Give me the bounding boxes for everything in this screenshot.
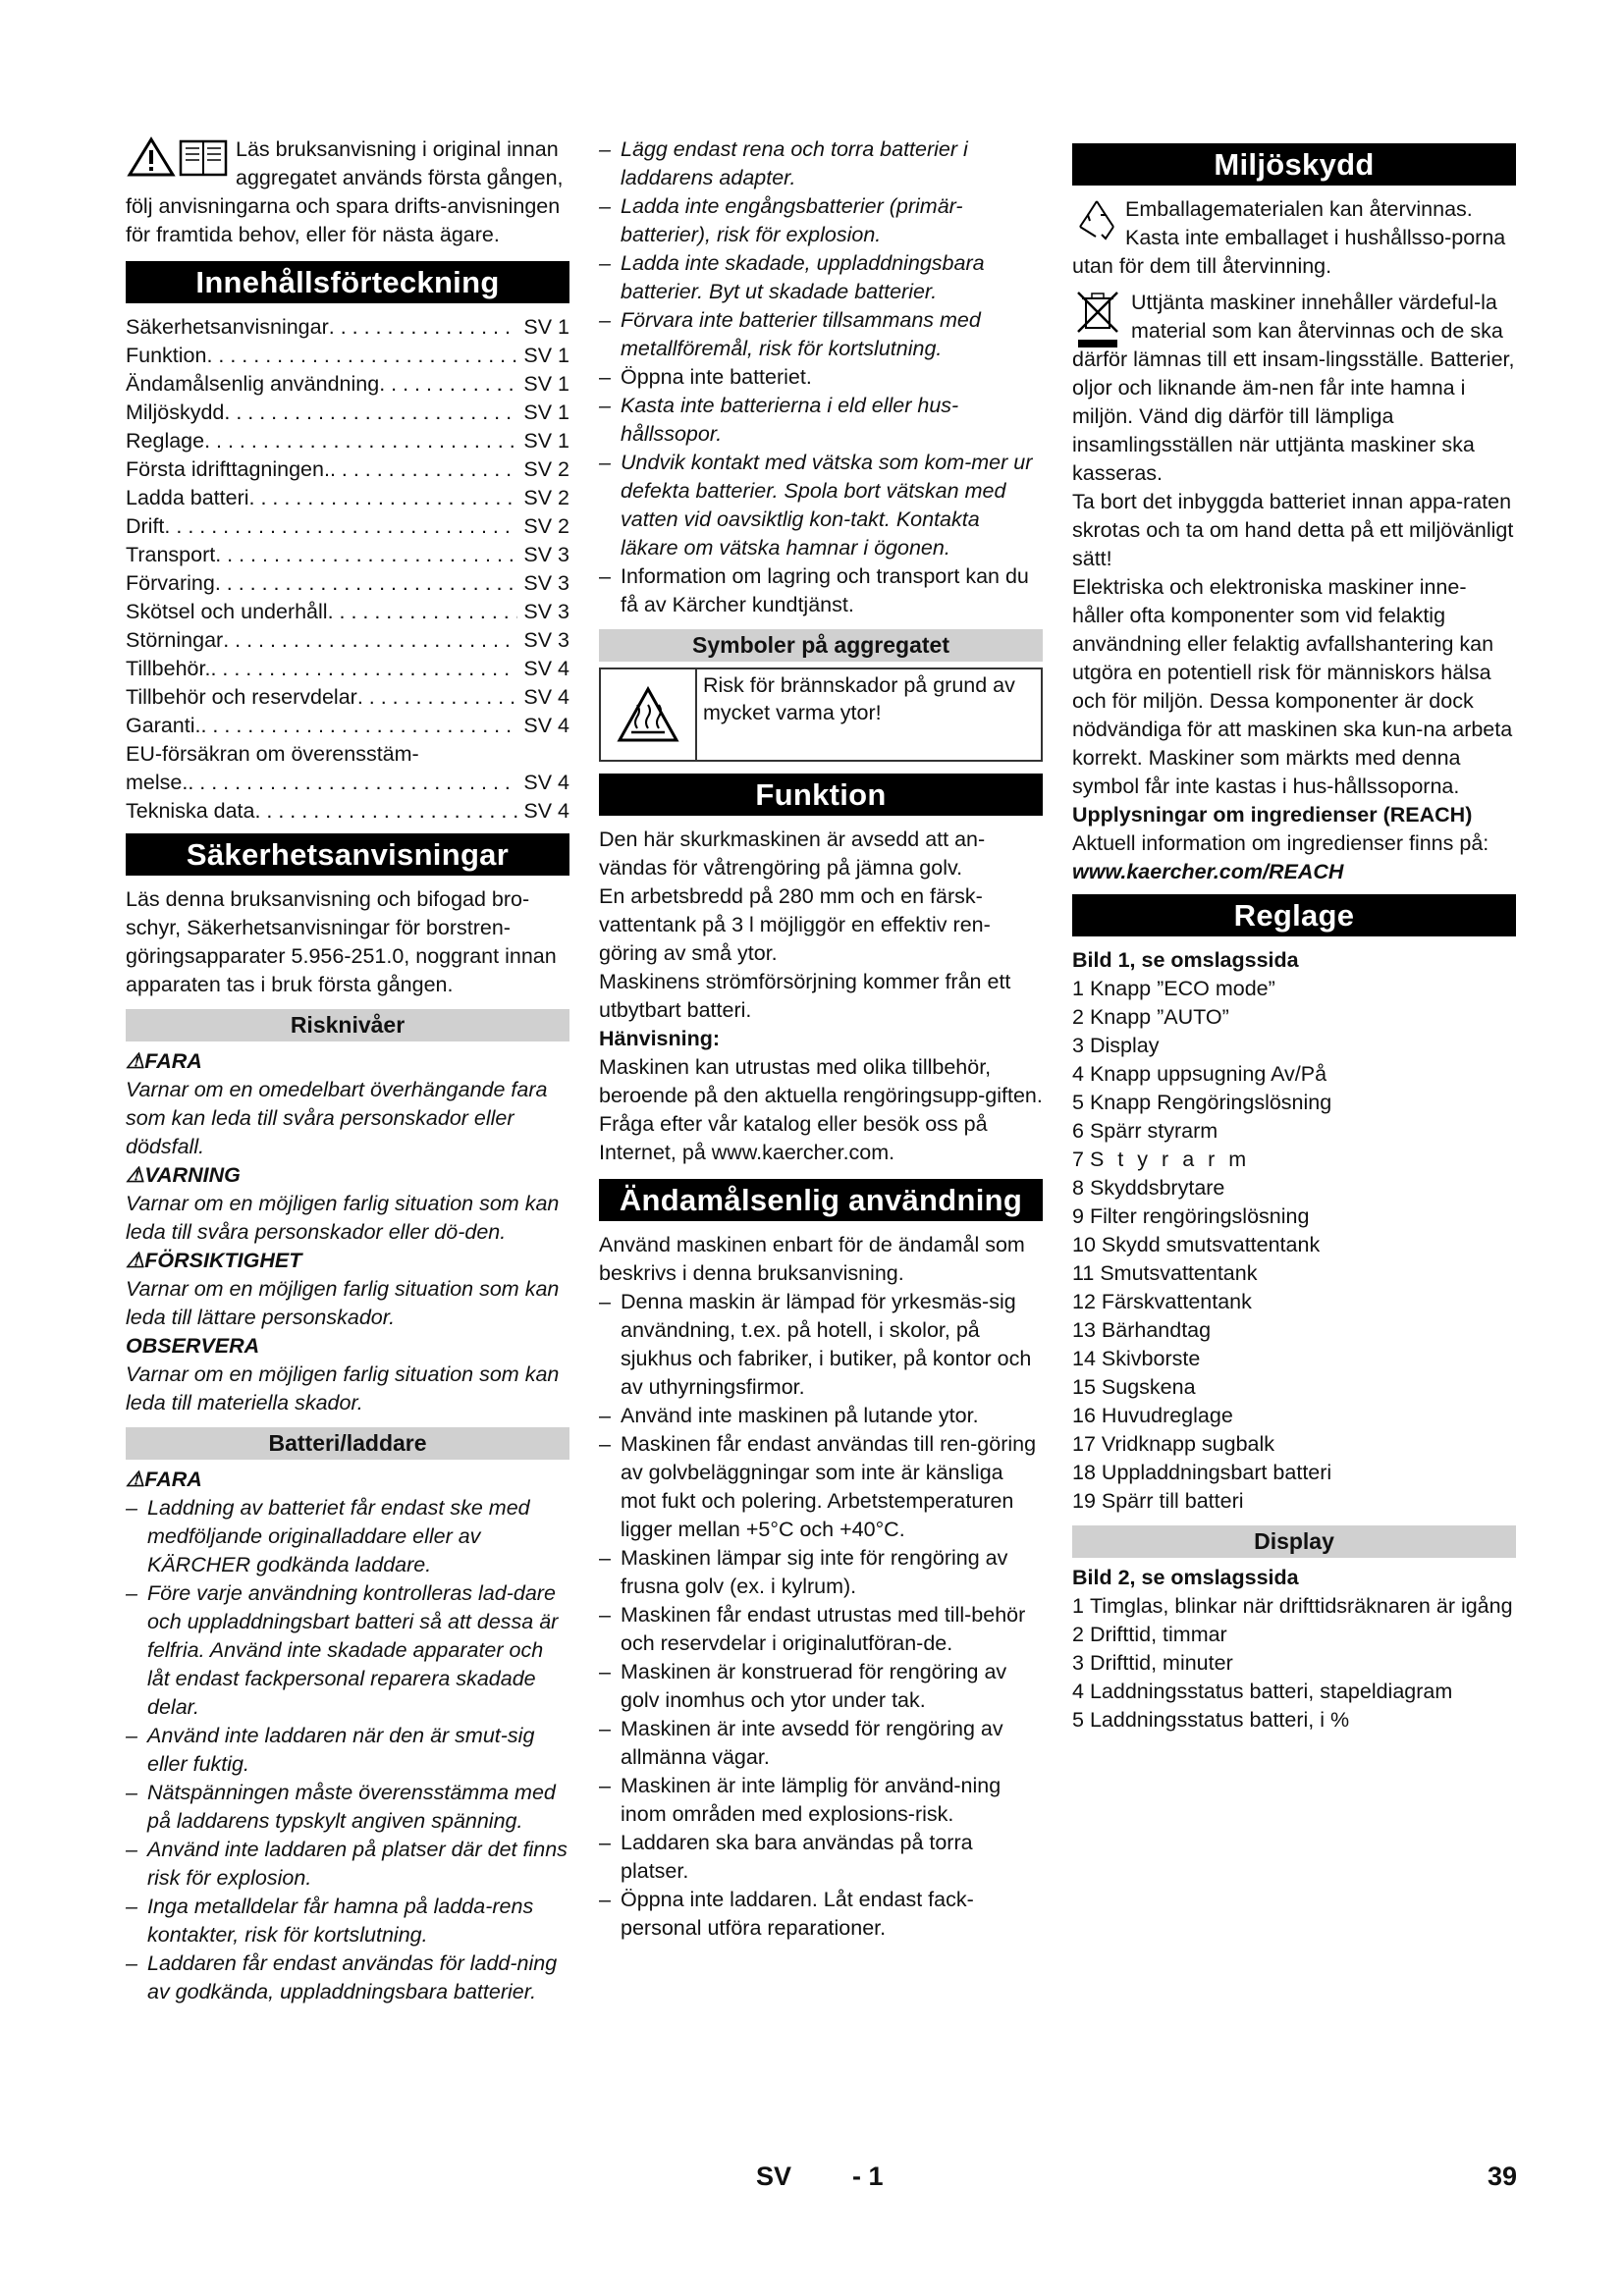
list-item: – Undvik kontakt med vätska som kom-mer ur defekta batterier. Spola bort vätskan med vatten vid oavsiktlig kon-takt. Kontakta läkare om vätska hamnar i ögonen.: [599, 449, 1043, 562]
weee-text: Uttjänta maskiner innehåller värdeful-la material som kan återvinnas och de ska därför lämnas till ett insam-lingsställe. Batterier, oljor och liknande äm-nen får inte hamna i miljön. Vänd dig därför till lämpliga insamlingsställen när uttjänta maskiner ska kasseras.: [1072, 291, 1515, 485]
toc-dot-leader: [204, 427, 517, 455]
function-text: [599, 826, 1043, 1025]
footer-lang: SV: [756, 2162, 792, 2191]
item-number: 1: [1072, 1594, 1084, 1618]
list-item: – Använd inte maskinen på lutande ytor.: [599, 1402, 1043, 1430]
numbered-item: [1072, 1288, 1516, 1316]
battery-heading: Batteri/laddare: [126, 1427, 569, 1460]
toc-dot-leader: [223, 626, 517, 655]
item-text: Filter rengöringslösning: [1089, 1204, 1310, 1228]
item-text: Skyddsbrytare: [1089, 1176, 1225, 1200]
list-item: – Nätspänningen måste överensstämma med på laddarens typskylt angiven spänning.: [126, 1779, 569, 1836]
column-1: [126, 135, 569, 2006]
display-heading: Display: [1072, 1525, 1516, 1558]
item-number: 5: [1072, 1091, 1084, 1114]
paragraph: Maskinen kan utrustas med olika tillbehör, beroende på den aktuella rengöringsupp-giften.: [599, 1055, 1043, 1107]
controls-figure-ref: Bild 1, se omslagssida: [1072, 948, 1299, 972]
intro-block: [126, 135, 569, 249]
item-number: 2: [1072, 1005, 1084, 1029]
intro-text: Läs bruksanvisning i original innan aggregatet används första gången, följ anvisningarna och spara drifts-anvisningen för framtida behov, eller för nästa ägare.: [126, 137, 564, 246]
toc-item-title: Tekniska data: [126, 799, 255, 823]
symbol-box: [599, 667, 1043, 762]
list-item: – Maskinen lämpar sig inte för rengöring av frusna golv (ex. i kylrum).: [599, 1544, 1043, 1601]
toc-item-title: Transport: [126, 543, 216, 566]
list-item: – Ladda inte skadade, uppladdningsbara batterier. Byt ut skadade batterier.: [599, 249, 1043, 306]
toc-dot-leader: [357, 683, 518, 712]
toc-item: [126, 769, 569, 797]
item-text: Skydd smutsvattentank: [1101, 1233, 1321, 1256]
numbered-item: [1072, 1003, 1516, 1032]
item-text: Skivborste: [1101, 1347, 1201, 1370]
risk-level-label: [126, 1332, 569, 1361]
warning-manual-icon: [126, 135, 230, 179]
list-item: – Information om lagring och transport kan du få av Kärcher kundtjänst.: [599, 562, 1043, 619]
note-label: Hänvisning:: [599, 1027, 721, 1050]
intended-use-heading: Ändamålsenlig användning: [599, 1179, 1043, 1221]
numbered-item: [1072, 1459, 1516, 1487]
toc-dot-leader: [210, 655, 517, 683]
toc-item-page: SV 4: [523, 714, 569, 737]
risk-level-text: Varnar om en omedelbart överhängande fara som kan leda till svåra personskador eller dödsfall.: [126, 1078, 548, 1158]
list-item: – Använd inte laddaren när den är smut-sig eller fuktig.: [126, 1722, 569, 1779]
list-item: – Laddaren får endast användas för ladd-ning av godkända, uppladdningsbara batterier.: [126, 1949, 569, 2006]
toc-list: [126, 313, 569, 826]
paragraph: En arbetsbredd på 280 mm och en färsk-vattentank på 3 l möjliggör en effektiv ren-göring av små ytor.: [599, 884, 991, 965]
numbered-item: [1072, 975, 1516, 1003]
numbered-item: [1072, 1146, 1516, 1174]
item-text: Drifttid, timmar: [1089, 1623, 1227, 1646]
toc-item: [126, 598, 569, 626]
item-number: 16: [1072, 1404, 1096, 1427]
toc-item-page: SV 1: [523, 429, 569, 453]
list-item: – Lägg endast rena och torra batterier i laddarens adapter.: [599, 135, 1043, 192]
toc-item-page: SV 1: [523, 344, 569, 367]
controls-list: [1072, 975, 1516, 1516]
toc-item-page: SV 1: [523, 400, 569, 424]
list-item: – Maskinen är inte lämplig för använd-ning inom områden med explosions-risk.: [599, 1772, 1043, 1829]
item-number: 11: [1072, 1261, 1095, 1285]
numbered-item: [1072, 1487, 1516, 1516]
item-text: Knapp ”AUTO”: [1089, 1005, 1229, 1029]
list-item: – Laddning av batteriet får endast ske med medföljande originalladdare eller av KÄRCHER godkända laddare.: [126, 1494, 569, 1579]
risk-level-name: VARNING: [144, 1163, 241, 1187]
item-number: 4: [1072, 1062, 1084, 1086]
item-text: Färskvattentank: [1101, 1290, 1252, 1313]
toc-item-page: SV 1: [523, 372, 569, 396]
toc-item: [126, 655, 569, 683]
warning-icon: ⚠: [126, 1049, 145, 1073]
item-number: 3: [1072, 1034, 1084, 1057]
recycle-icon: [1072, 195, 1121, 244]
toc-dot-leader: [164, 512, 517, 541]
toc-heading: Innehållsförteckning: [126, 261, 569, 303]
safety-heading: Säkerhetsanvisningar: [126, 833, 569, 876]
item-number: 2: [1072, 1623, 1084, 1646]
numbered-item: [1072, 1678, 1516, 1706]
paragraph: Den här skurkmaskinen är avsedd att an-vändas för våtrengöring på jämna golv.: [599, 828, 986, 880]
toc-item: [126, 797, 569, 826]
toc-dot-leader: [329, 313, 518, 342]
item-text: Bärhandtag: [1101, 1318, 1212, 1342]
numbered-item: [1072, 1430, 1516, 1459]
toc-dot-leader: [200, 712, 517, 740]
toc-item-title: Tillbehör.: [126, 657, 211, 680]
toc-item-page: SV 4: [523, 657, 569, 680]
safety-text: Läs denna bruksanvisning och bifogad bro-schyr, Säkerhetsanvisningar för borstren-göringsapparater 5.956-251.0, noggrant innan apparaten tas i bruk första gången.: [126, 887, 557, 996]
item-text: Styrarm: [1089, 1148, 1261, 1171]
numbered-item: [1072, 1402, 1516, 1430]
toc-item-title: Skötsel och underhåll: [126, 600, 328, 623]
toc-item-title: Ändamålsenlig användning: [126, 372, 380, 396]
warning-icon: ⚠: [126, 1163, 145, 1187]
item-number: 6: [1072, 1119, 1084, 1143]
numbered-item: [1072, 1231, 1516, 1259]
item-number: 10: [1072, 1233, 1096, 1256]
battery-danger-label: ⚠FARA: [126, 1468, 202, 1491]
item-number: 18: [1072, 1461, 1096, 1484]
item-text: Knapp Rengöringslösning: [1089, 1091, 1332, 1114]
item-text: Knapp uppsugning Av/På: [1089, 1062, 1327, 1086]
toc-dot-leader: [206, 342, 517, 370]
item-number: 9: [1072, 1204, 1084, 1228]
numbered-item: [1072, 1089, 1516, 1117]
toc-item-page: SV 3: [523, 571, 569, 595]
toc-item-title: Första idrifttagningen.: [126, 457, 330, 481]
item-number: 14: [1072, 1347, 1096, 1370]
list-item: – Laddaren ska bara användas på torra platser.: [599, 1829, 1043, 1886]
list-item: – Öppna inte laddaren. Låt endast fack-personal utföra reparationer.: [599, 1886, 1043, 1943]
numbered-item: [1072, 1706, 1516, 1735]
paragraph: Maskinens strömförsörjning kommer från ett utbytbart batteri.: [599, 970, 1011, 1022]
risk-level-text: Varnar om en möjligen farlig situation som kan leda till svåra personskador eller dö-den.: [126, 1192, 560, 1244]
toc-item-page: SV 3: [523, 628, 569, 652]
risk-levels: [126, 1047, 569, 1417]
item-number: 8: [1072, 1176, 1084, 1200]
item-number: 17: [1072, 1432, 1096, 1456]
toc-item: [126, 399, 569, 427]
toc-item: [126, 427, 569, 455]
item-text: Drifttid, minuter: [1089, 1651, 1233, 1675]
numbered-item: [1072, 1373, 1516, 1402]
toc-item-title: Störningar: [126, 628, 224, 652]
crossed-bin-icon: [1072, 289, 1127, 344]
toc-dot-leader: [254, 797, 517, 826]
toc-item-title: Garanti.: [126, 714, 201, 737]
risk-level-text: Varnar om en möjligen farlig situation som kan leda till materiella skador.: [126, 1362, 560, 1415]
risk-level-label: [126, 1161, 569, 1190]
reach-url-link[interactable]: www.kaercher.com/REACH: [1072, 860, 1344, 883]
toc-item: [126, 740, 569, 769]
battery-list-2: [599, 135, 1043, 619]
item-text: Sugskena: [1101, 1375, 1196, 1399]
item-number: 3: [1072, 1651, 1084, 1675]
item-number: 7: [1072, 1148, 1084, 1171]
toc-dot-leader: [379, 370, 517, 399]
toc-item-title: Förvaring: [126, 571, 215, 595]
toc-dot-leader: [330, 455, 517, 484]
toc-item: [126, 569, 569, 598]
list-item: – Kasta inte batterierna i eld eller hus-hållssopor.: [599, 392, 1043, 449]
numbered-item: [1072, 1621, 1516, 1649]
recycle-text: Emballagematerialen kan återvinnas. Kasta inte emballaget i hushållsso-porna utan för dem till återvinning.: [1072, 197, 1506, 278]
item-text: Laddningsstatus batteri, i %: [1089, 1708, 1350, 1732]
item-text: Timglas, blinkar när drifttidsräknaren är igång: [1089, 1594, 1513, 1618]
item-number: 12: [1072, 1290, 1096, 1313]
item-text: Vridknapp sugbalk: [1101, 1432, 1275, 1456]
reach-title: Upplysningar om ingredienser (REACH): [1072, 803, 1473, 827]
toc-item-page: SV 4: [523, 799, 569, 823]
item-number: 4: [1072, 1680, 1084, 1703]
battery-list-1: [126, 1494, 569, 2006]
item-text: Spärr till batteri: [1101, 1489, 1244, 1513]
toc-item: [126, 342, 569, 370]
toc-item: [126, 512, 569, 541]
warning-icon: ⚠: [126, 1468, 145, 1491]
environment-heading: Miljöskydd: [1072, 143, 1516, 186]
list-item: – Förvara inte batterier tillsammans med metallföremål, risk för kortslutning.: [599, 306, 1043, 363]
risk-level-name: FARA: [144, 1049, 202, 1073]
list-item: – Öppna inte batteriet.: [599, 363, 1043, 392]
reach-text: Aktuell information om ingredienser finns på:: [1072, 831, 1489, 855]
symbols-heading: Symboler på aggregatet: [599, 629, 1043, 662]
toc-item-page: SV 2: [523, 486, 569, 509]
item-text: Spärr styrarm: [1089, 1119, 1218, 1143]
toc-item-title: Funktion: [126, 344, 207, 367]
symbol-text: Risk för brännskador på grund av mycket varma ytor!: [703, 673, 1015, 724]
toc-item-page: SV 3: [523, 600, 569, 623]
risk-level-label: [126, 1247, 569, 1275]
toc-dot-leader: [215, 569, 518, 598]
numbered-item: [1072, 1032, 1516, 1060]
toc-item: [126, 455, 569, 484]
toc-item: [126, 541, 569, 569]
risk-heading: Risknivåer: [126, 1009, 569, 1041]
toc-item: [126, 683, 569, 712]
toc-item: [126, 484, 569, 512]
list-item: – Maskinen får endast utrustas med till-behör och reservdelar i originalutföran-de.: [599, 1601, 1043, 1658]
toc-dot-leader: [249, 484, 518, 512]
toc-item-page: SV 4: [523, 771, 569, 794]
intended-intro: Använd maskinen enbart för de ändamål som beskrivs i denna bruksanvisning.: [599, 1233, 1025, 1285]
list-item: – Maskinen är konstruerad för rengöring av golv inomhus och ytor under tak.: [599, 1658, 1043, 1715]
toc-item-title: Miljöskydd: [126, 400, 225, 424]
hot-surface-icon: [601, 669, 697, 760]
toc-item: [126, 313, 569, 342]
toc-dot-leader: [188, 769, 517, 797]
numbered-item: [1072, 1202, 1516, 1231]
risk-level-name: FÖRSIKTIGHET: [144, 1249, 302, 1272]
toc-item-page: SV 1: [523, 315, 569, 339]
list-item: – Inga metalldelar får hamna på ladda-rens kontakter, risk för kortslutning.: [126, 1893, 569, 1949]
list-item: – Denna maskin är lämpad för yrkesmäs-sig användning, t.ex. på hotell, i skolor, på sjukhus och fabriker, i butiker, på kontor och av uthyrningsfirmor.: [599, 1288, 1043, 1402]
item-text: Huvudreglage: [1101, 1404, 1233, 1427]
paragraph: Fråga efter vår katalog eller besök oss på Internet, på www.kaercher.com.: [599, 1112, 988, 1164]
display-figure-ref: Bild 2, se omslagssida: [1072, 1566, 1299, 1589]
risk-level-text: Varnar om en möjligen farlig situation som kan leda till lättare personskador.: [126, 1277, 560, 1329]
numbered-item: [1072, 1060, 1516, 1089]
numbered-item: [1072, 1345, 1516, 1373]
column-2: [599, 135, 1043, 1943]
item-text: Laddningsstatus batteri, stapeldiagram: [1089, 1680, 1453, 1703]
toc-item-page: SV 2: [523, 514, 569, 538]
numbered-item: [1072, 1592, 1516, 1621]
item-number: 5: [1072, 1708, 1084, 1732]
item-number: 1: [1072, 977, 1084, 1000]
paragraph: Ta bort det inbyggda batteriet innan appa-raten skrotas och ta om hand detta på ett miljövänligt sätt!: [1072, 490, 1514, 570]
toc-item: [126, 626, 569, 655]
item-number: 19: [1072, 1489, 1096, 1513]
toc-item: [126, 370, 569, 399]
toc-item-page: SV 3: [523, 543, 569, 566]
controls-heading: Reglage: [1072, 894, 1516, 936]
item-text: Knapp ”ECO mode”: [1089, 977, 1275, 1000]
list-item: – Ladda inte engångsbatterier (primär-batterier), risk för explosion.: [599, 192, 1043, 249]
risk-level-label: [126, 1047, 569, 1076]
toc-item: [126, 712, 569, 740]
toc-item-page: SV 2: [523, 457, 569, 481]
numbered-item: [1072, 1649, 1516, 1678]
warning-icon: ⚠: [126, 1249, 145, 1272]
item-number: 13: [1072, 1318, 1096, 1342]
risk-level-name: OBSERVERA: [126, 1334, 260, 1358]
toc-item-title: melse.: [126, 771, 189, 794]
numbered-item: [1072, 1174, 1516, 1202]
toc-item-title: Reglage: [126, 429, 205, 453]
environment-text: [1072, 488, 1516, 801]
toc-item-page: SV 4: [523, 685, 569, 709]
toc-item-title: Ladda batteri: [126, 486, 249, 509]
toc-dot-leader: [215, 541, 517, 569]
toc-dot-leader: [224, 399, 517, 427]
item-text: Smutsvattentank: [1100, 1261, 1258, 1285]
weee-block: [1072, 289, 1516, 488]
column-3: [1072, 135, 1516, 1735]
list-item: – Använd inte laddaren på platser där det finns risk för explosion.: [126, 1836, 569, 1893]
toc-dot-leader: [328, 598, 518, 626]
footer-page-number: 39: [1488, 2162, 1518, 2191]
list-item: – Före varje användning kontrolleras lad-dare och uppladdningsbart batteri så att dessa är felfria. Använd inte skadade apparater och låt endast fackpersonal reparera skadade delar.: [126, 1579, 569, 1722]
footer-page-sv: - 1: [852, 2162, 884, 2191]
note-text: [599, 1053, 1043, 1167]
numbered-item: [1072, 1316, 1516, 1345]
intended-use-list: [599, 1288, 1043, 1943]
numbered-item: [1072, 1259, 1516, 1288]
list-item: – Maskinen är inte avsedd för rengöring av allmänna vägar.: [599, 1715, 1043, 1772]
item-text: Display: [1089, 1034, 1160, 1057]
numbered-item: [1072, 1117, 1516, 1146]
toc-item-title: Drift: [126, 514, 165, 538]
item-number: 15: [1072, 1375, 1096, 1399]
display-list: [1072, 1592, 1516, 1735]
list-item: – Maskinen får endast användas till ren-göring av golvbeläggningar som inte är känsliga mot fukt och polering. Arbetstemperaturen ligger mellan +5°C och +40°C.: [599, 1430, 1043, 1544]
toc-item-title: EU-försäkran om överensstäm-: [126, 742, 419, 766]
toc-item-title: Säkerhetsanvisningar: [126, 315, 329, 339]
recycle-block: [1072, 195, 1516, 281]
item-text: Uppladdningsbart batteri: [1101, 1461, 1332, 1484]
paragraph: Elektriska och elektroniska maskiner inne-håller ofta komponenter som vid felaktig användning eller felaktig avfallshantering kan utgöra en potentiell risk för människors hälsa och för miljön. Dessa komponenter är dock nödvändiga för att maskinen ska kun-na arbeta korrekt. Maskiner som märkts med denna symbol får inte kastas i hus-hållssoporna.: [1072, 575, 1513, 798]
function-heading: Funktion: [599, 774, 1043, 816]
toc-item-title: Tillbehör och reservdelar: [126, 685, 357, 709]
